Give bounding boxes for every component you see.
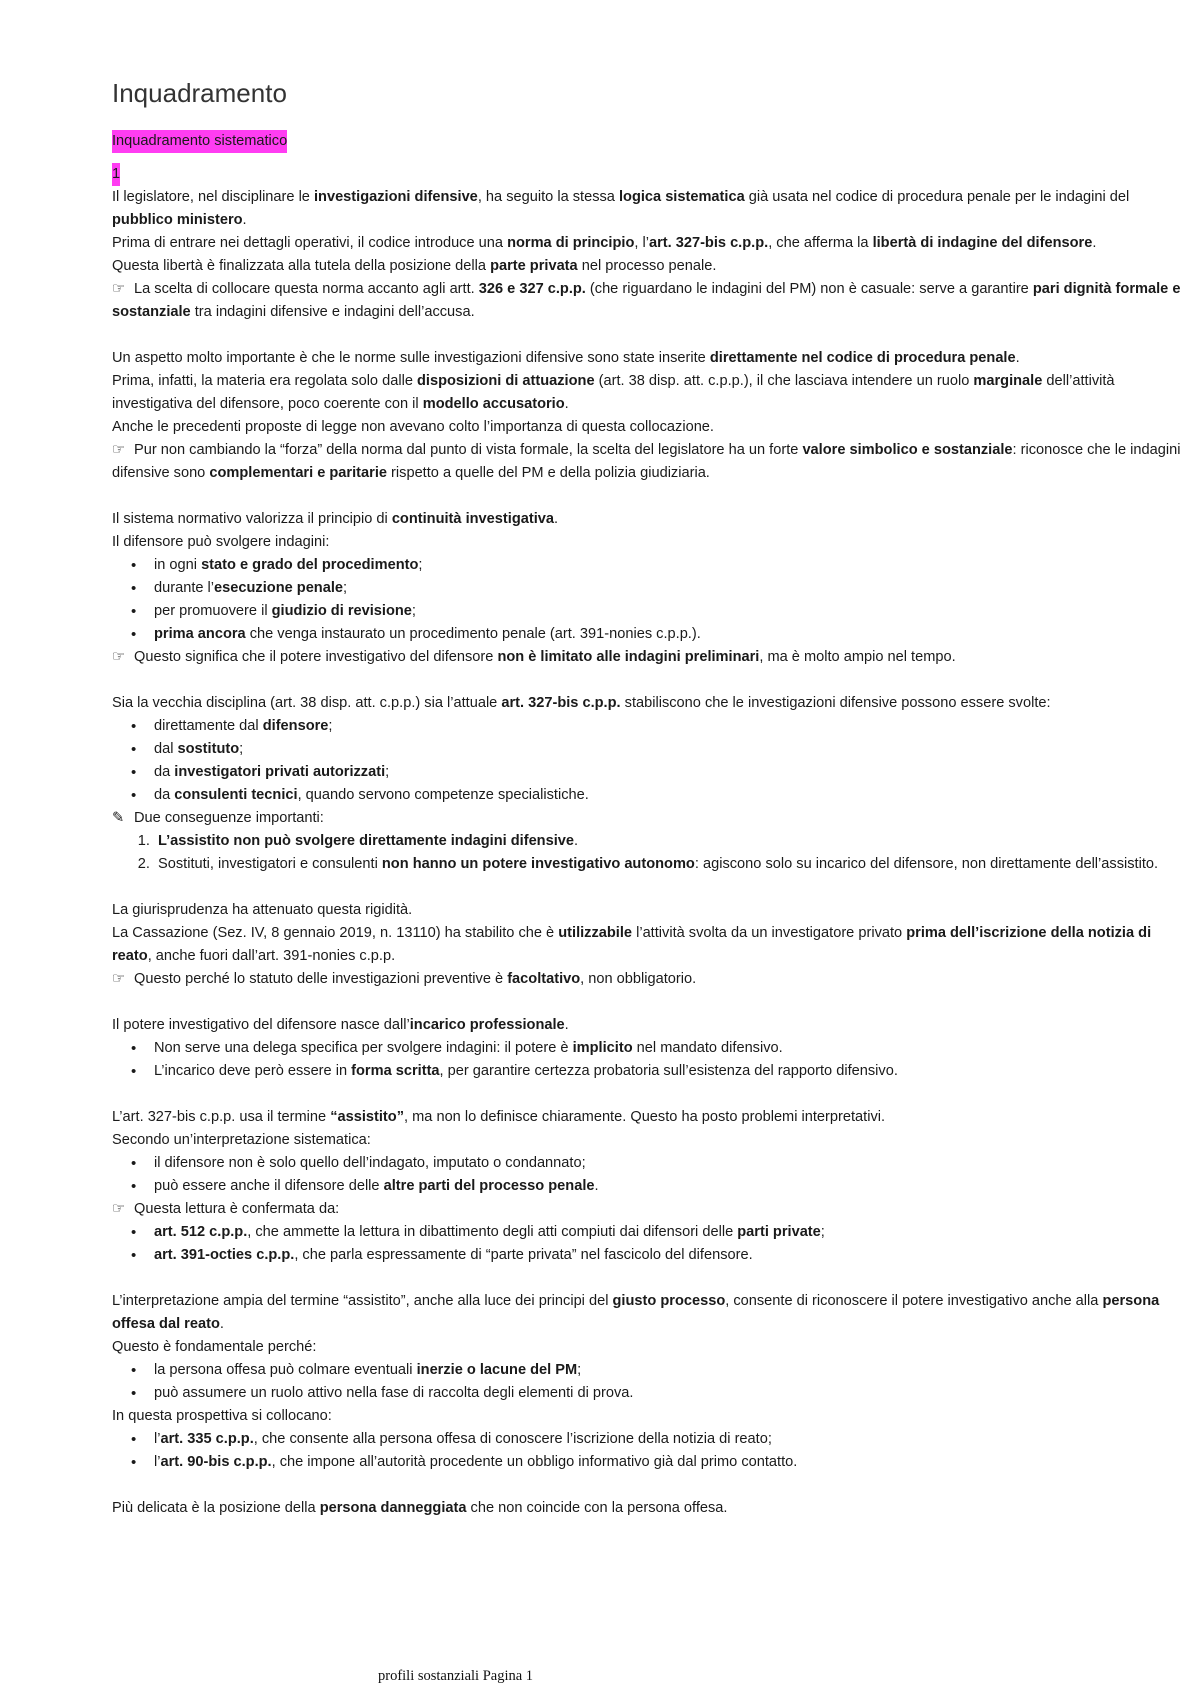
list-item: • da investigatori privati autorizzati; xyxy=(154,761,1192,784)
list-item: • dal sostituto; xyxy=(154,738,1192,761)
list-item: • in ogni stato e grado del procedimento; xyxy=(154,554,1192,577)
paragraph: La Cassazione (Sez. IV, 8 gennaio 2019, n. 13110) ha stabilito che è utilizzabile l’attività svolta da un investigatore privato prima dell’iscrizione della notizia di reato, anche fuori dall’art. 391-nonies c.p.p. xyxy=(112,925,1152,964)
list-item: • per promuovere il giudizio di revisione; xyxy=(154,600,1192,623)
paragraph: ✎ Due conseguenze importanti: xyxy=(112,807,1192,830)
paragraph: La giurisprudenza ha attenuato questa rigidità. xyxy=(112,902,413,918)
bullet-list xyxy=(112,554,1192,646)
paragraph: ☞ Questo perché lo statuto delle investigazioni preventive è facoltativo, non obbligatorio. xyxy=(112,968,1192,991)
list-item: • da consulenti tecnici, quando servono competenze specialistiche. xyxy=(154,784,1192,807)
paragraph: Il difensore può svolgere indagini: xyxy=(112,534,330,550)
bullet-list xyxy=(112,1428,1192,1474)
paragraph: ☞ Questa lettura è confermata da: xyxy=(112,1198,1192,1221)
pointing-hand-icon: ☞ xyxy=(112,649,126,665)
paragraph: Prima di entrare nei dettagli operativi, il codice introduce una norma di principio, l’art. 327-bis c.p.p., che afferma la libertà di indagine del difensore. xyxy=(112,235,1097,251)
paragraph: ☞ Pur non cambiando la “forza” della norma dal punto di vista formale, la scelta del legislatore ha un forte valore simbolico e sostanziale: riconosce che le indagini difensive sono complementari e paritarie rispetto a quelle del PM e della polizia giudiziaria. xyxy=(112,439,1192,485)
paragraph: L’interpretazione ampia del termine “assistito”, anche alla luce dei principi del giusto processo, consente di riconoscere il potere investigativo anche alla persona offesa dal reato. xyxy=(112,1293,1160,1332)
paragraph: Questa libertà è finalizzata alla tutela della posizione della parte privata nel processo penale. xyxy=(112,258,717,274)
pointing-hand-icon: ☞ xyxy=(112,971,126,987)
list-item: • può essere anche il difensore delle altre parti del processo penale. xyxy=(154,1175,1192,1198)
paragraph: L’art. 327-bis c.p.p. usa il termine “assistito”, ma non lo definisce chiaramente. Questo ha posto problemi interpretativi. xyxy=(112,1109,886,1125)
section-subtitle: Inquadramento sistematico xyxy=(112,130,287,153)
page-footer: profili sostanziali Pagina 1 xyxy=(378,1668,534,1684)
list-item: • art. 391-octies c.p.p., che parla espressamente di “parte privata” nel fascicolo del difensore. xyxy=(154,1244,1192,1267)
numbered-list xyxy=(112,830,1192,876)
paragraph: Il potere investigativo del difensore nasce dall’incarico professionale. xyxy=(112,1017,569,1033)
paragraph: ☞ Questo significa che il potere investigativo del difensore non è limitato alle indagini preliminari, ma è molto ampio nel tempo. xyxy=(112,646,1192,669)
list-item: 2. Sostituti, investigatori e consulenti non hanno un potere investigativo autonomo: agiscono solo su incarico del difensore, non direttamente dell’assistito. xyxy=(154,853,1192,876)
bullet-list xyxy=(112,1359,1192,1405)
list-item: • durante l’esecuzione penale; xyxy=(154,577,1192,600)
list-item: • art. 512 c.p.p., che ammette la lettura in dibattimento degli atti compiuti dai difensori delle parti private; xyxy=(154,1221,1192,1244)
paragraph: Secondo un’interpretazione sistematica: xyxy=(112,1132,371,1148)
paragraph: Prima, infatti, la materia era regolata solo dalle disposizioni di attuazione (art. 38 disp. att. c.p.p.), il che lasciava intendere un ruolo marginale dell’attività investigativa del difensore, poco coerente con il modello accusatorio. xyxy=(112,373,1115,412)
list-item: • L’incarico deve però essere in forma scritta, per garantire certezza probatoria sull’esistenza del rapporto difensivo. xyxy=(154,1060,1192,1083)
list-item: • il difensore non è solo quello dell’indagato, imputato o condannato; xyxy=(154,1152,1192,1175)
bullet-list xyxy=(112,1152,1192,1198)
pointing-hand-icon: ☞ xyxy=(112,281,126,297)
paragraph: Un aspetto molto importante è che le norme sulle investigazioni difensive sono state inserite direttamente nel codice di procedura penale. xyxy=(112,350,1020,366)
paragraph: Sia la vecchia disciplina (art. 38 disp. att. c.p.p.) sia l’attuale art. 327-bis c.p.p. stabiliscono che le investigazioni difensive possono essere svolte: xyxy=(112,695,1051,711)
section-number: 1 xyxy=(112,163,120,186)
paragraph: Anche le precedenti proposte di legge non avevano colto l’importanza di questa collocazione. xyxy=(112,419,714,435)
bullet-list xyxy=(112,715,1192,807)
list-item: • l’art. 90-bis c.p.p., che impone all’autorità procedente un obbligo informativo già dal primo contatto. xyxy=(154,1451,1192,1474)
paragraph: Più delicata è la posizione della persona danneggiata che non coincide con la persona offesa. xyxy=(112,1500,728,1516)
paragraph: Il sistema normativo valorizza il principio di continuità investigativa. xyxy=(112,511,559,527)
pushpin-icon: ✎ xyxy=(112,810,125,826)
list-item: • Non serve una delega specifica per svolgere indagini: il potere è implicito nel mandato difensivo. xyxy=(154,1037,1192,1060)
bullet-list xyxy=(112,1221,1192,1267)
paragraph: In questa prospettiva si collocano: xyxy=(112,1408,332,1424)
pointing-hand-icon: ☞ xyxy=(112,442,126,458)
list-item: • la persona offesa può colmare eventuali inerzie o lacune del PM; xyxy=(154,1359,1192,1382)
page-title: Inquadramento xyxy=(112,78,287,108)
paragraph: Questo è fondamentale perché: xyxy=(112,1339,317,1355)
list-item: • l’art. 335 c.p.p., che consente alla persona offesa di conoscere l’iscrizione della notizia di reato; xyxy=(154,1428,1192,1451)
list-item: 1. L’assistito non può svolgere direttamente indagini difensive. xyxy=(154,830,1192,853)
page-content xyxy=(112,76,1192,1520)
list-item: • direttamente dal difensore; xyxy=(154,715,1192,738)
paragraph: Il legislatore, nel disciplinare le investigazioni difensive, ha seguito la stessa logica sistematica già usata nel codice di procedura penale per le indagini del pubblico ministero. xyxy=(112,189,1130,228)
paragraph: ☞ La scelta di collocare questa norma accanto agli artt. 326 e 327 c.p.p. (che riguardano le indagini del PM) non è casuale: serve a garantire pari dignità formale e sostanziale tra indagini difensive e indagini dell’accusa. xyxy=(112,278,1192,324)
list-item: • può assumere un ruolo attivo nella fase di raccolta degli elementi di prova. xyxy=(154,1382,1192,1405)
pointing-hand-icon: ☞ xyxy=(112,1201,126,1217)
list-item: • prima ancora che venga instaurato un procedimento penale (art. 391-nonies c.p.p.). xyxy=(154,623,1192,646)
bullet-list xyxy=(112,1037,1192,1083)
